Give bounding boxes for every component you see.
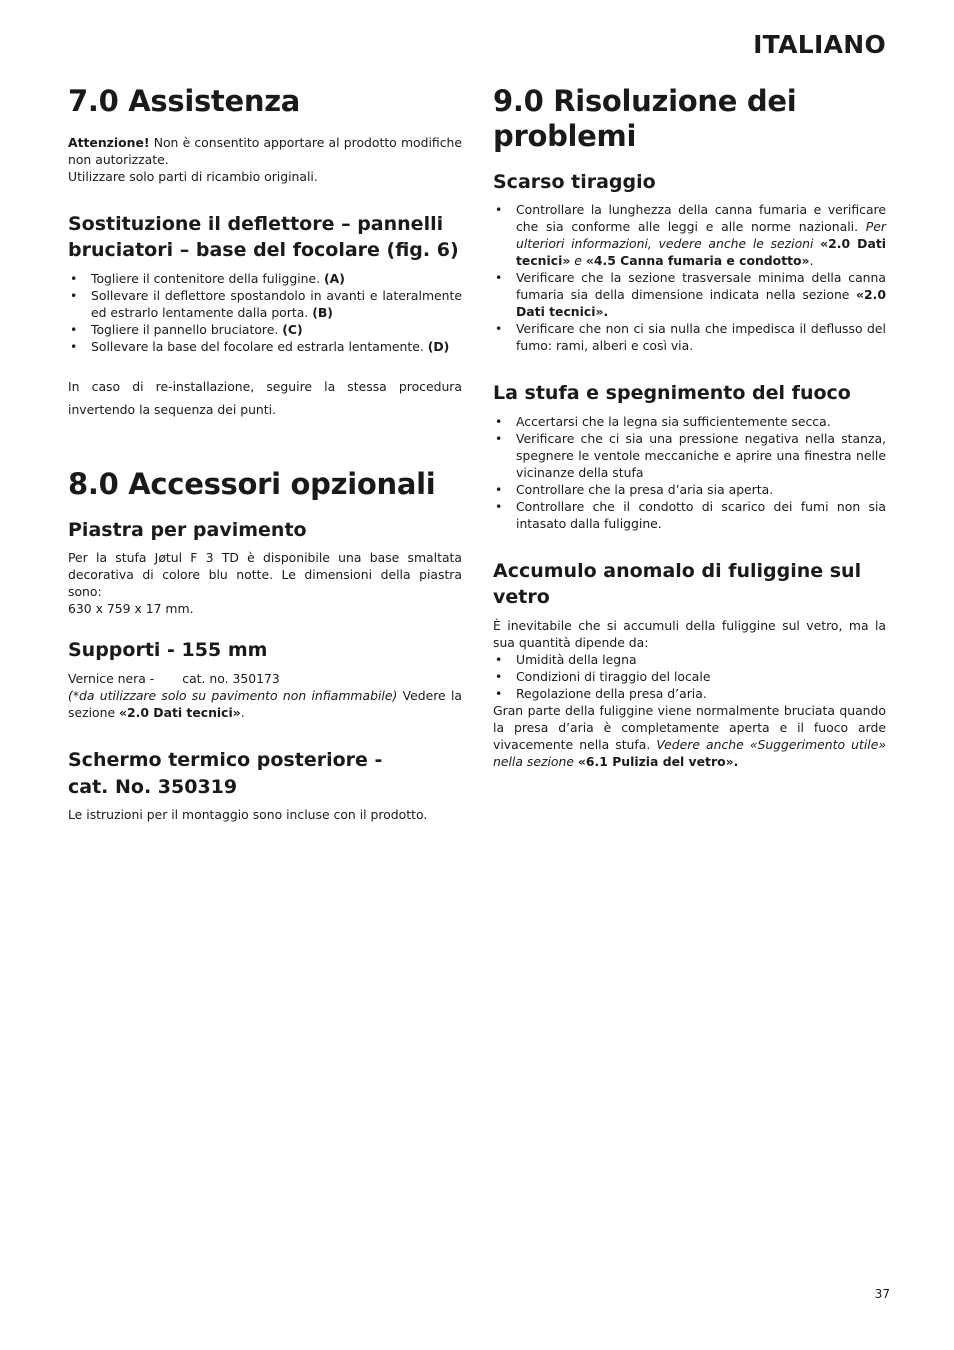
language-label: ITALIANO bbox=[753, 30, 886, 59]
left-column bbox=[68, 84, 462, 823]
list-item: • Regolazione della presa d’aria. bbox=[493, 685, 886, 702]
soot-text: Gran parte della fuliggine viene normalmente bruciata quando la presa d’aria è completamente aperta e il fuoco arde vivacemente nella stufa. Vedere anche «Suggerimento utile» nella sezione «6.1 Pulizia del vetro». bbox=[493, 702, 886, 769]
list-item: • Togliere il contenitore della fuliggine. (A) bbox=[68, 270, 462, 287]
supports-text: Vernice nera - cat. no. 350173 (*da utilizzare solo su pavimento non infiammabile) Vedere la sezione «2.0 Dati tecnici». bbox=[68, 670, 463, 720]
section-9-title: 9.0 Risoluzione dei problemi bbox=[493, 84, 797, 153]
page-number: 37 bbox=[874, 1287, 890, 1301]
list-item: • Togliere il pannello bruciatore. (C) bbox=[68, 321, 462, 338]
list-item: • Verificare che la sezione trasversale minima della canna fumaria sia della dimensione indicata nella sezione «2.0 Dati tecnici». bbox=[493, 269, 886, 320]
list-item: • Controllare che la presa d’aria sia aperta. bbox=[493, 481, 886, 498]
list-item: • Controllare la lunghezza della canna fumaria e verificare che sia conforme alle leggi e alle norme nazionali. Per ulteriori informazioni, vedere anche le sezioni «2.0 Dati tecnici» e «4.5 Canna fumaria e condotto». bbox=[493, 201, 886, 269]
fire-title: La stufa e spegnimento del fuoco bbox=[493, 382, 851, 405]
heat-shield-text: Le istruzioni per il montaggio sono incluse con il prodotto. bbox=[68, 807, 428, 823]
section-8-title: 8.0 Accessori opzionali bbox=[68, 466, 436, 501]
list-item: • Umidità della legna bbox=[493, 651, 886, 668]
right-column bbox=[493, 84, 886, 770]
section-7-title: 7.0 Assistenza bbox=[68, 84, 301, 118]
soot-intro: È inevitabile che si accumuli della fuliggine sul vetro, ma la sua quantità dipende da: bbox=[493, 617, 886, 650]
list-item: • Controllare che il condotto di scarico dei fumi non sia intasato dalla fuliggine. bbox=[493, 498, 886, 532]
heat-shield-title: Schermo termico posteriore - cat. No. 350319 bbox=[68, 748, 383, 798]
supports-cat-number: cat. no. 350173 bbox=[182, 670, 280, 686]
replacement-title: Sostituzione il deflettore – pannelli bruciatori – base del focolare (fig. 6) bbox=[68, 212, 459, 262]
replacement-steps bbox=[68, 270, 462, 355]
list-item: • Condizioni di tiraggio del locale bbox=[493, 668, 886, 685]
draft-list bbox=[493, 201, 886, 354]
list-item: • Verificare che ci sia una pressione negativa nella stanza, spegnere le ventole meccaniche e aprire una finestra nelle vicinanze della stufa bbox=[493, 430, 886, 481]
soot-list bbox=[493, 651, 886, 702]
plate-text: Per la stufa Jøtul F 3 TD è disponibile una base smaltata decorativa di colore blu notte. Le dimensioni della piastra sono: 630 x 759 x 17 mm. bbox=[68, 550, 462, 617]
list-item: • Accertarsi che la legna sia sufficientemente secca. bbox=[493, 413, 886, 430]
warning-text: Non è consentito apportare al prodotto modifiche non autorizzate. bbox=[68, 134, 462, 167]
list-item: • Sollevare la base del focolare ed estrarla lentamente. (D) bbox=[68, 338, 462, 355]
draft-title: Scarso tiraggio bbox=[493, 170, 656, 193]
list-item: • Verificare che non ci sia nulla che impedisca il deflusso del fumo: rami, alberi e così via. bbox=[493, 320, 886, 354]
soot-title: Accumulo anomalo di fuliggine sul vetro bbox=[493, 559, 862, 609]
reinstall-note: In caso di re-installazione, seguire la stessa procedura invertendo la sequenza dei punti. bbox=[68, 378, 462, 417]
supports-title: Supporti - 155 mm bbox=[68, 639, 268, 662]
plate-dimensions: 630 x 759 x 17 mm. bbox=[68, 601, 194, 617]
plate-title: Piastra per pavimento bbox=[68, 518, 307, 541]
warning-text-2: Utilizzare solo parti di ricambio originali. bbox=[68, 168, 318, 184]
warning-label: Attenzione! bbox=[68, 134, 150, 150]
warning-paragraph bbox=[68, 134, 462, 185]
fire-list bbox=[493, 413, 886, 532]
list-item: • Sollevare il deflettore spostandolo in avanti e lateralmente ed estrarlo lentamente dalla porta. (B) bbox=[68, 287, 462, 321]
